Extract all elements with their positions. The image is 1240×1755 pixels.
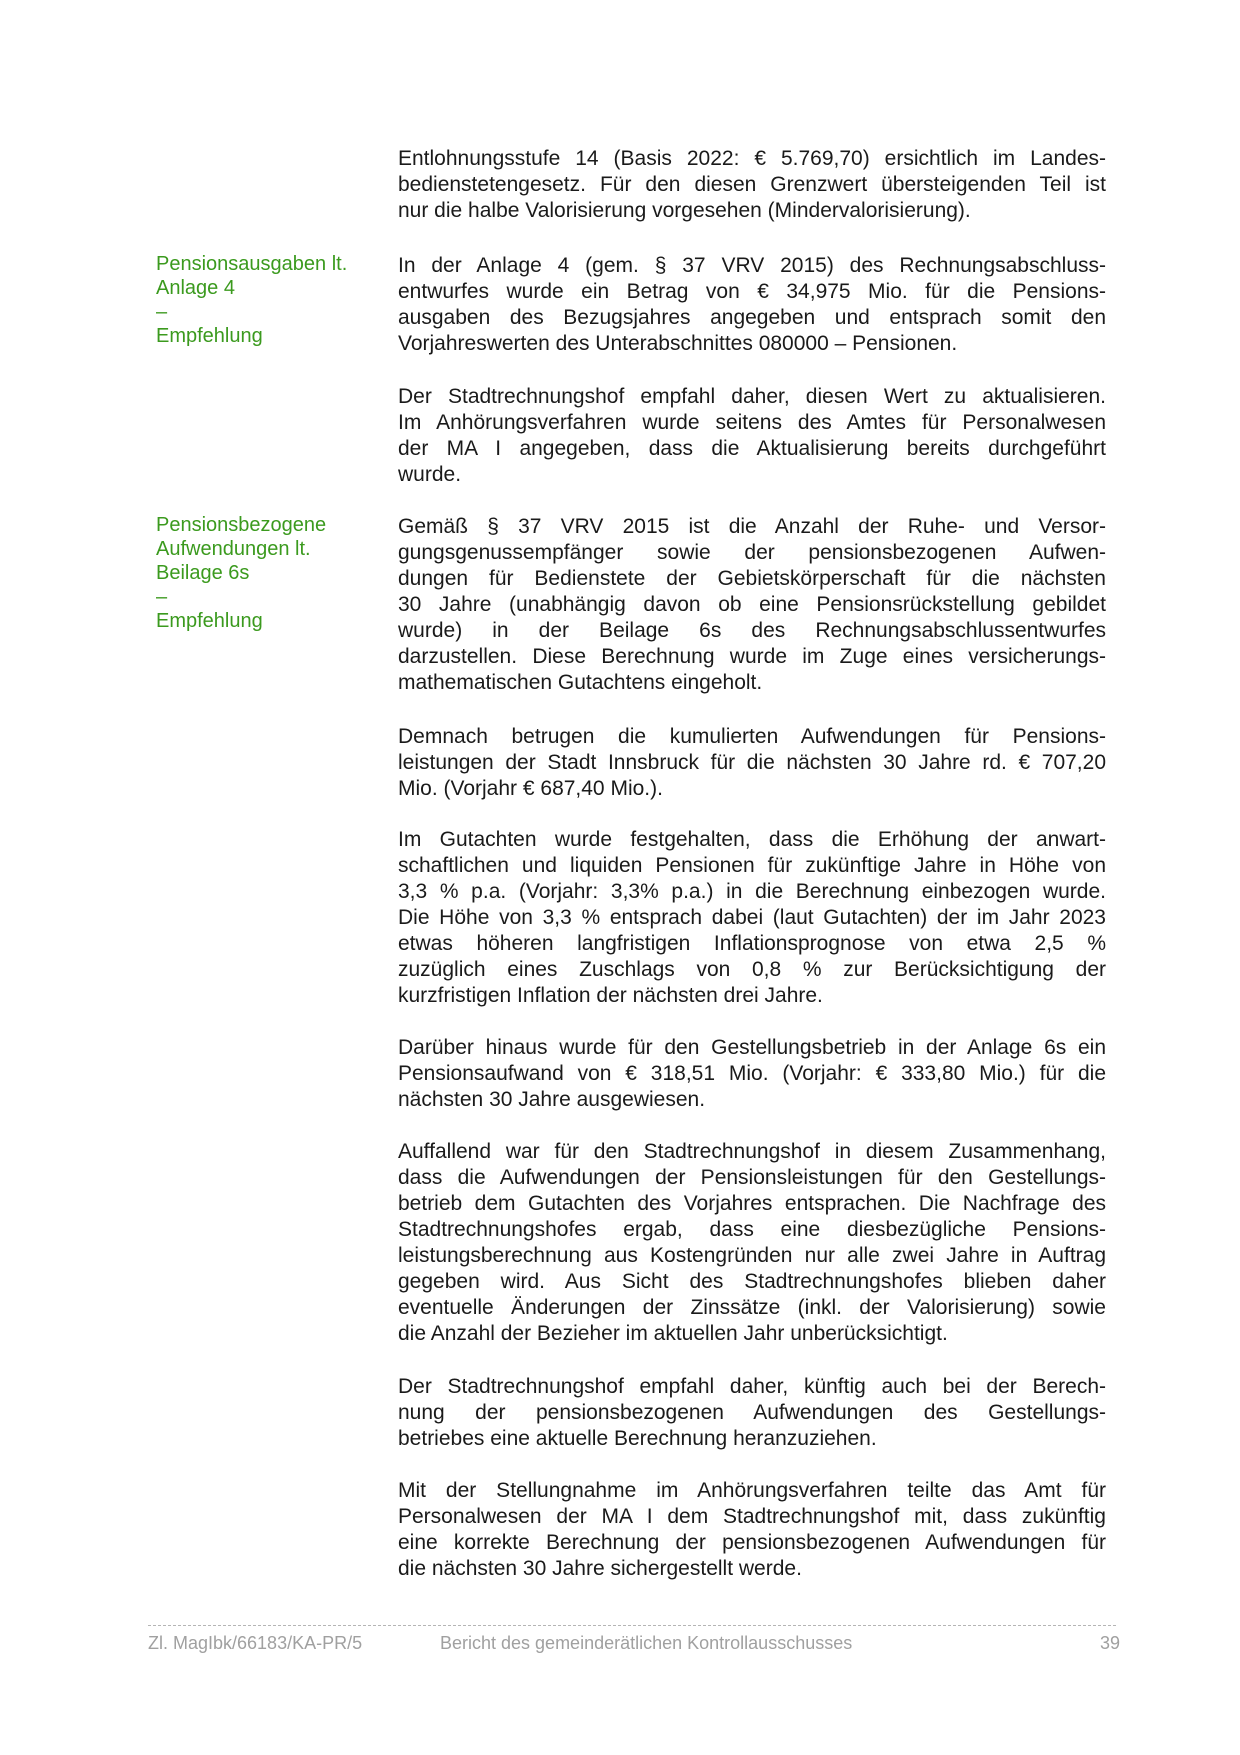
paragraph-line: eine korrekte Berechnung der pensionsbezogenen Aufwendungen für (398, 1531, 1106, 1554)
footer-divider (148, 1625, 1116, 1626)
sidenote-line: Empfehlung (156, 610, 263, 632)
sidenote-line: Beilage 6s (156, 562, 250, 584)
paragraph-line: Stadtrechnungshofes ergab, dass eine diesbezügliche Pensions- (398, 1218, 1106, 1241)
paragraph-recommendation-update (398, 384, 1106, 488)
paragraph-line: die nächsten 30 Jahre sichergestellt werde. (398, 1557, 802, 1580)
paragraph-line: 30 Jahre (unabhängig davon ob eine Pensionsrückstellung gebildet (398, 593, 1106, 616)
paragraph-line: betriebes eine aktuelle Berechnung heranzuziehen. (398, 1427, 877, 1450)
sidenote-line: – (156, 301, 168, 323)
paragraph-line: Im Gutachten wurde festgehalten, dass die Erhöhung der anwart- (398, 828, 1106, 851)
paragraph-line: Der Stadtrechnungshof empfahl daher, diesen Wert zu aktualisieren. (398, 385, 1106, 408)
paragraph-salary-level (398, 146, 1106, 224)
paragraph-line: kurzfristigen Inflation der nächsten drei Jahre. (398, 984, 823, 1007)
paragraph-line: entwurfes wurde ein Betrag von € 34,975 Mio. für die Pensions- (398, 280, 1106, 303)
sidenote-line: Aufwendungen lt. (156, 538, 311, 560)
sidenote-pension-beilage6s (156, 513, 366, 633)
paragraph-line: zuzüglich eines Zuschlags von 0,8 % zur Berücksichtigung der (398, 958, 1106, 981)
paragraph-line: Auffallend war für den Stadtrechnungshof in diesem Zusammenhang, (398, 1140, 1106, 1163)
paragraph-line: In der Anlage 4 (gem. § 37 VRV 2015) des Rechnungsabschluss- (398, 254, 1106, 277)
paragraph-line: eventuelle Änderungen der Zinssätze (inkl. der Valorisierung) sowie (398, 1296, 1106, 1319)
sidenote-line: Pensionsausgaben lt. (156, 253, 348, 275)
sidenote-pension-anlage4 (156, 252, 366, 348)
paragraph-line: gungsgenussempfänger sowie der pensionsbezogenen Aufwen- (398, 541, 1106, 564)
paragraph-observation (398, 1139, 1106, 1347)
paragraph-line: Im Anhörungsverfahren wurde seitens des Amtes für Personalwesen (398, 411, 1106, 434)
paragraph-line: wurde) in der Beilage 6s des Rechnungsabschlussentwurfes (398, 619, 1106, 642)
paragraph-recommendation-calculation (398, 1374, 1106, 1452)
page-number: 39 (1099, 1633, 1120, 1653)
paragraph-line: darzustellen. Diese Berechnung wurde im Zuge eines versicherungs- (398, 645, 1106, 668)
paragraph-gestellungsbetrieb (398, 1035, 1106, 1113)
paragraph-line: Mio. (Vorjahr € 687,40 Mio.). (398, 777, 663, 800)
paragraph-line: leistungen der Stadt Innsbruck für die nächsten 30 Jahre rd. € 707,20 (398, 751, 1106, 774)
footer-reference: Zl. MagIbk/66183/KA-PR/5 (148, 1633, 363, 1653)
paragraph-line: gegeben wird. Aus Sicht des Stadtrechnungshofes blieben daher (398, 1270, 1106, 1293)
paragraph-line: Pensionsaufwand von € 318,51 Mio. (Vorjahr: € 333,80 Mio.) für die (398, 1062, 1106, 1085)
paragraph-vrv-requirements (398, 514, 1106, 696)
paragraph-line: Vorjahreswerten des Unterabschnittes 080000 – Pensionen. (398, 332, 958, 355)
paragraph-line: schaftlichen und liquiden Pensionen für zukünftige Jahre in Höhe von (398, 854, 1106, 877)
paragraph-line: betrieb dem Gutachten des Vorjahres entsprachen. Die Nachfrage des (398, 1192, 1106, 1215)
paragraph-line: mathematischen Gutachtens eingeholt. (398, 671, 763, 694)
paragraph-line: nung der pensionsbezogenen Aufwendungen des Gestellungs- (398, 1401, 1106, 1424)
paragraph-line: etwas höheren langfristigen Inflationsprognose von etwa 2,5 % (398, 932, 1106, 955)
paragraph-line: die Anzahl der Bezieher im aktuellen Jahr unberücksichtigt. (398, 1322, 948, 1345)
paragraph-anlage4 (398, 253, 1106, 357)
paragraph-line: nur die halbe Valorisierung vorgesehen (Mindervalorisierung). (398, 199, 971, 222)
paragraph-line: Gemäß § 37 VRV 2015 ist die Anzahl der Ruhe- und Versor- (398, 515, 1106, 538)
paragraph-line: Die Höhe von 3,3 % entsprach dabei (laut Gutachten) der im Jahr 2023 (398, 906, 1106, 929)
paragraph-statement-response (398, 1478, 1106, 1582)
paragraph-line: Darüber hinaus wurde für den Gestellungsbetrieb in der Anlage 6s ein (398, 1036, 1106, 1059)
paragraph-line: Der Stadtrechnungshof empfahl daher, künftig auch bei der Berech- (398, 1375, 1106, 1398)
paragraph-actuarial-report (398, 827, 1106, 1009)
paragraph-line: wurde. (398, 463, 462, 486)
paragraph-line: der MA I angegeben, dass die Aktualisierung bereits durchgeführt (398, 437, 1106, 460)
paragraph-line: 3,3 % p.a. (Vorjahr: 3,3% p.a.) in die Berechnung einbezogen wurde. (398, 880, 1106, 903)
sidenote-line: Pensionsbezogene (156, 514, 327, 536)
paragraph-line: Personalwesen der MA I dem Stadtrechnungshof mit, dass zukünftig (398, 1505, 1106, 1528)
paragraph-line: ausgaben des Bezugsjahres angegeben und entsprach somit den (398, 306, 1106, 329)
paragraph-line: Demnach betrugen die kumulierten Aufwendungen für Pensions- (398, 725, 1106, 748)
footer-title: Bericht des gemeinderätlichen Kontrollausschusses (440, 1633, 853, 1653)
paragraph-line: dungen für Bedienstete der Gebietskörperschaft für die nächsten (398, 567, 1106, 590)
sidenote-line: Anlage 4 (156, 277, 235, 299)
paragraph-line: Mit der Stellungnahme im Anhörungsverfahren teilte das Amt für (398, 1479, 1106, 1502)
paragraph-line: nächsten 30 Jahre ausgewiesen. (398, 1088, 706, 1111)
paragraph-line: bedienstetengesetz. Für den diesen Grenzwert übersteigenden Teil ist (398, 173, 1106, 196)
paragraph-line: dass die Aufwendungen der Pensionsleistungen für den Gestellungs- (398, 1166, 1106, 1189)
sidenote-line: – (156, 586, 168, 608)
paragraph-cumulative-expenses (398, 724, 1106, 802)
paragraph-line: leistungsberechnung aus Kostengründen nur alle zwei Jahre in Auftrag (398, 1244, 1106, 1267)
sidenote-line: Empfehlung (156, 325, 263, 347)
paragraph-line: Entlohnungsstufe 14 (Basis 2022: € 5.769,70) ersichtlich im Landes- (398, 147, 1106, 170)
